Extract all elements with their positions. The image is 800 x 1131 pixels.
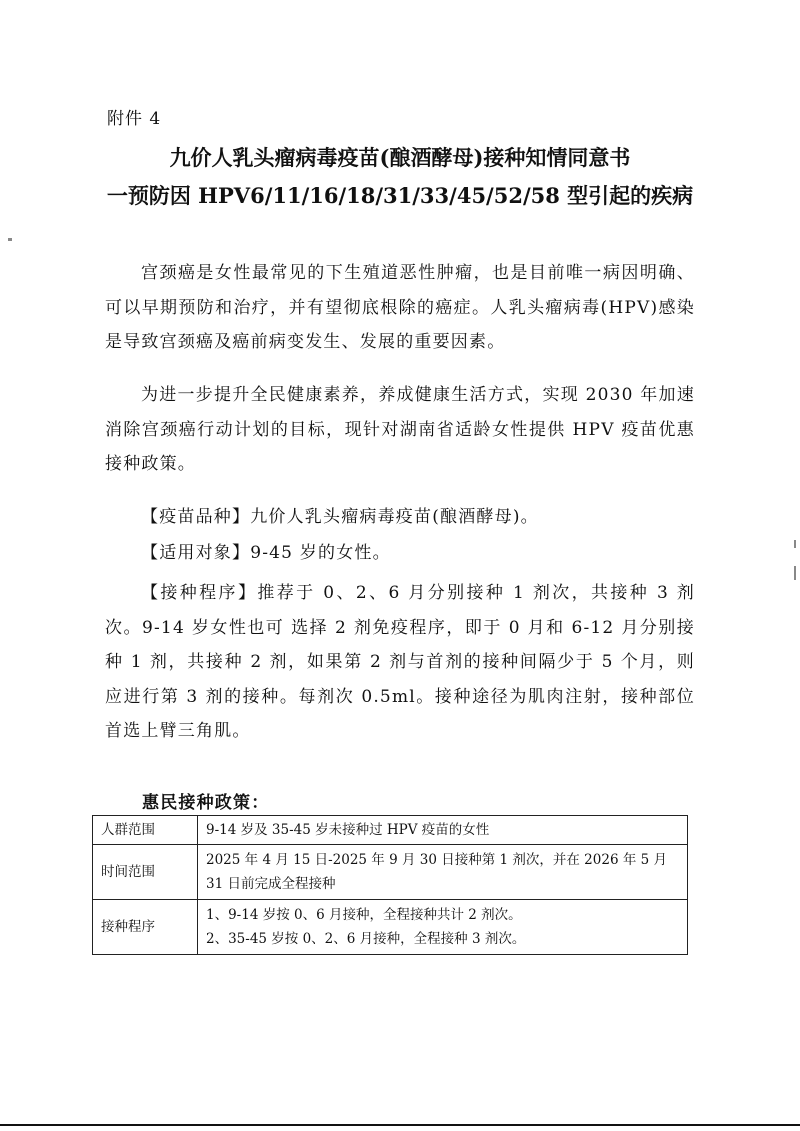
- scan-mark: [8, 238, 12, 241]
- vaccine-type-paragraph: [105, 500, 695, 535]
- vaccine-type-label: 【疫苗品种】: [141, 507, 251, 527]
- procedure-label: 【接种程序】: [141, 583, 258, 603]
- table-row: [93, 816, 688, 845]
- row-label-schedule: 接种程序: [93, 900, 198, 955]
- scan-mark: [794, 566, 796, 580]
- document-title: 九价人乳头瘤病毒疫苗(酿酒酵母)接种知情同意书: [169, 145, 631, 170]
- attachment-label: 附件 4: [107, 109, 162, 129]
- target-group-paragraph: [105, 536, 695, 571]
- document-subtitle: 一预防因 HPV6/11/16/18/31/33/45/52/58 型引起的疾病: [106, 183, 694, 208]
- policy-heading: 惠民接种政策：: [142, 793, 270, 813]
- row-label-time-range: 时间范围: [93, 845, 198, 900]
- row-value-time-range: [198, 845, 688, 900]
- cell-line: 2025 年 4 月 15 日-2025 年 9 月 30 日接种第 1 剂次，并在 2026 年 5 月 31 日前完成全程接种: [206, 852, 668, 892]
- policy-table: [92, 815, 688, 955]
- table-row: [93, 845, 688, 900]
- row-value-population: [198, 816, 688, 845]
- target-group-value: 9-45 岁的女性。: [250, 543, 391, 563]
- row-label-population: 人群范围: [93, 816, 198, 845]
- target-group-label: 【适用对象】: [141, 543, 251, 563]
- cell-line: 2、35-45 岁按 0、2、6 月接种，全程接种 3 剂次。: [206, 931, 526, 947]
- vaccine-type-value: 九价人乳头瘤病毒疫苗(酿酒酵母)。: [250, 507, 539, 527]
- table-row: [93, 900, 688, 955]
- procedure-value: 推荐于 0、2、6 月分别接种 1 剂次，共接种 3 剂次。9-14 岁女性也可 选择 2 剂免疫程序，即于 0 月和 6-12 月分别接种 1 剂，共接种 2 剂，如果第 2 剂与首剂的接种间隔少于 5 个月，则应进行第 3 剂的接种。每剂次 0.5ml。接种途径为肌肉注射，接种部位首选上臂三角肌。: [105, 583, 695, 741]
- row-value-schedule: [198, 900, 688, 955]
- page-bottom-edge: [0, 1124, 800, 1126]
- scan-mark: [794, 540, 796, 548]
- policy-purpose-paragraph: 为进一步提升全民健康素养，养成健康生活方式，实现 2030 年加速消除宫颈癌行动计划的目标，现针对湖南省适龄女性提供 HPV 疫苗优惠接种政策。: [105, 385, 695, 474]
- intro-paragraph: 宫颈癌是女性最常见的下生殖道恶性肿瘤，也是目前唯一病因明确、可以早期预防和治疗，并有望彻底根除的癌症。人乳头瘤病毒(HPV)感染是导致宫颈癌及癌前病变发生、发展的重要因素。: [105, 263, 695, 352]
- cell-line: 9-14 岁及 35-45 岁未接种过 HPV 疫苗的女性: [206, 822, 490, 838]
- procedure-paragraph: [105, 576, 695, 749]
- cell-line: 1、9-14 岁按 0、6 月接种，全程接种共计 2 剂次。: [206, 907, 522, 923]
